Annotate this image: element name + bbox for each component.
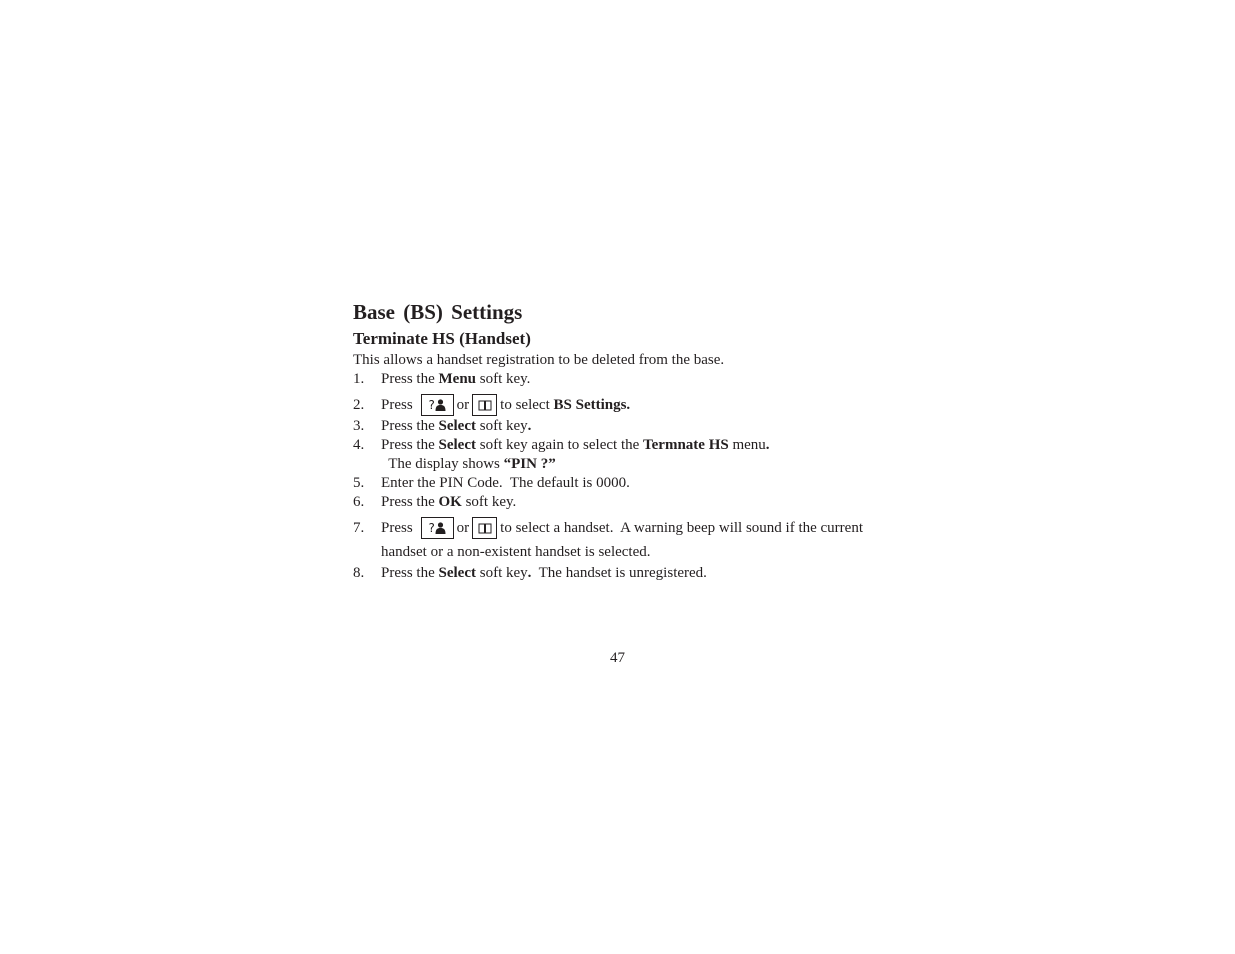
step-number: 7.: [353, 520, 365, 536]
menu-key-label: Menu: [438, 371, 476, 387]
intro-text: This allows a handset registration to be deleted from the base.: [353, 352, 725, 368]
person-question-icon: ?: [428, 398, 445, 412]
step-8: 8. Press the Select soft key. The handset is unregistered.: [353, 565, 707, 581]
terminate-hs-label: Termnate HS: [643, 437, 729, 453]
book-icon: [478, 523, 492, 534]
pin-prompt-label: “PIN ?”: [503, 456, 556, 472]
step-6: 6. Press the OK soft key.: [353, 494, 517, 510]
step-number: 5.: [353, 475, 365, 491]
step-7: 7. Press ? or to select a handset. A warning beep will sound if the current handset or a non-existent handset is selected.: [353, 516, 873, 564]
intercom-key-button: [421, 394, 454, 416]
person-question-icon: ?: [428, 521, 445, 535]
step-4: 4. Press the Select soft key again to select the Termnate HS menu. The display shows “PIN ?”: [353, 437, 770, 472]
select-key-label: Select: [438, 437, 476, 453]
step-2: 2. Press ? or to select BS Settings.: [353, 393, 873, 417]
select-key-label: Select: [438, 565, 476, 581]
page-number: 47: [610, 650, 625, 666]
page-title: Base (BS) Settings: [353, 300, 523, 324]
instruction-steps: [353, 370, 873, 583]
step-number: 1.: [353, 371, 365, 387]
book-icon: [478, 400, 492, 411]
person-icon: [435, 399, 446, 411]
section-subtitle: Terminate HS (Handset): [353, 329, 531, 348]
bs-settings-label: BS Settings.: [553, 397, 631, 413]
step-number: 2.: [353, 397, 365, 413]
step-number: 8.: [353, 565, 365, 581]
ok-key-label: OK: [438, 494, 462, 510]
intercom-key-button: [421, 517, 454, 539]
select-key-label: Select: [438, 418, 476, 434]
person-icon: [435, 522, 446, 534]
step-1: 1. Press the Menu soft key.: [353, 371, 531, 387]
page-content: [353, 299, 873, 583]
phonebook-key-button: [472, 517, 497, 539]
step-number: 6.: [353, 494, 365, 510]
step-number: 4.: [353, 437, 365, 453]
step-3: 3. Press the Select soft key.: [353, 418, 532, 434]
phonebook-key-button: [472, 394, 497, 416]
step-5: 5. Enter the PIN Code. The default is 0000.: [353, 475, 630, 491]
step-number: 3.: [353, 418, 365, 434]
